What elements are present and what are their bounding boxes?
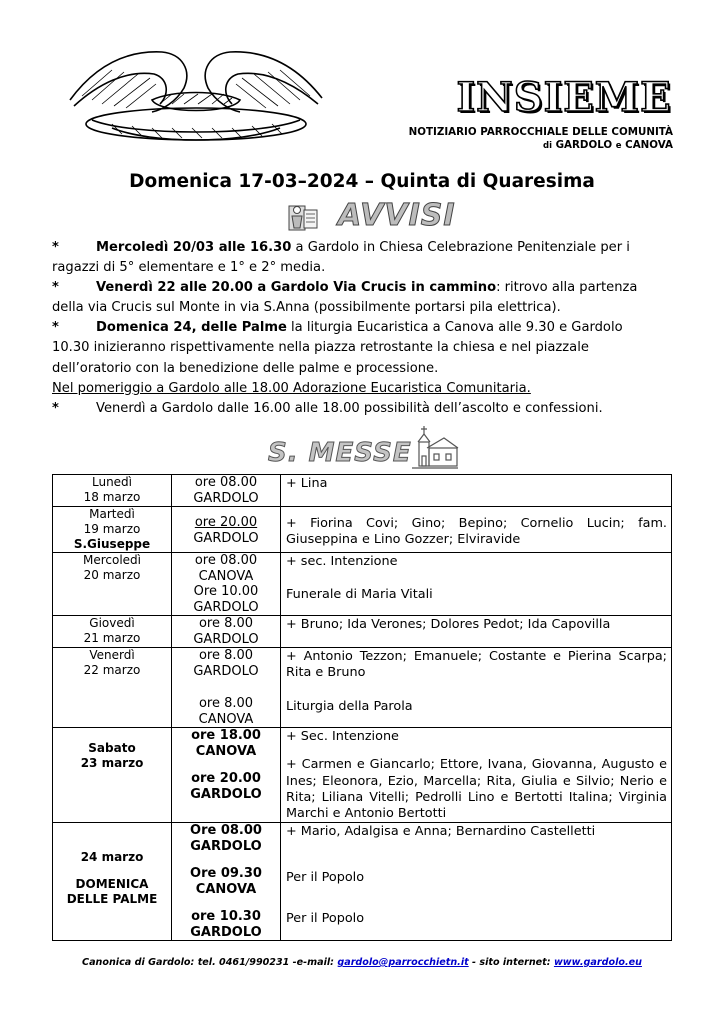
table-row: [53, 553, 672, 616]
footer-contacts: Canonica di Gardolo: tel. 0461/990231 -e-mail: gardolo@parrocchietn.it - sito internet: www.gardolo.eu: [82, 957, 642, 968]
time-cell: ore 08.00 GARDOLO: [172, 475, 281, 507]
notice-item: * Venerdì a Gardolo dalle 16.00 alle 18.00 possibilità dell’ascolto e confessioni.: [52, 400, 603, 416]
time-cell: ore 20.00 GARDOLO: [172, 507, 281, 553]
time-cell: ore 18.00 CANOVA ore 20.00 GARDOLO: [172, 728, 281, 823]
intention-cell: + Antonio Tezzon; Emanuele; Costante e Pierina Scarpa; Rita e Bruno Liturgia della Parola: [281, 648, 672, 728]
mass-schedule-table: [52, 474, 672, 941]
newsletter-subtitle: NOTIZIARIO PARROCCHIALE DELLE COMUNITÀ: [408, 126, 673, 138]
notice-item: * Mercoledì 20/03 alle 16.30 a Gardolo in Chiesa Celebrazione Penitenziale per i ragazzi di 5° elementare e 1° e 2° media.: [52, 240, 630, 276]
time-cell: ore 8.00 GARDOLO ore 8.00 CANOVA: [172, 648, 281, 728]
day-cell: Sabato 23 marzo: [53, 728, 172, 823]
intention-cell: + Sec. Intenzione + Carmen e Giancarlo; Ettore, Ivana, Giovanna, Augusto e Ines; Eleonora, Ezio, Marcella; Rita, Giulia e Silvio; Nerio e Rita; Liliana Vitelli; Pedrolli Lino e Bertotti Italina; Virginia Marchi e Antonio Bertotti: [281, 728, 672, 823]
church-icon: [410, 424, 460, 470]
newsletter-communities: di GARDOLO e CANOVA: [542, 139, 673, 151]
time-cell: Ore 08.00 GARDOLO Ore 09.30 CANOVA ore 10.30 GARDOLO: [172, 823, 281, 941]
notice-item: * Venerdì 22 alle 20.00 a Gardolo Via Crucis in cammino: ritrovo alla partenza della via Crucis sul Monte in via S.Anna (possibilmente portarsi pila elettrica).: [52, 280, 638, 316]
hands-illustration: [52, 40, 340, 152]
day-cell: Martedì 19 marzo S.Giuseppe: [53, 507, 172, 553]
intention-cell: + Fiorina Covi; Gino; Bepino; Cornelio Lucin; fam. Giuseppina e Lino Gozzer; Elviravide: [281, 507, 672, 553]
website-link[interactable]: www.gardolo.eu: [553, 957, 642, 968]
messe-banner: [268, 424, 468, 472]
table-row: [53, 823, 672, 941]
day-cell: Venerdì 22 marzo: [53, 648, 172, 728]
table-row: [53, 616, 672, 648]
notices-list: [52, 238, 662, 419]
day-cell: 24 marzo DOMENICA DELLE PALME: [53, 823, 172, 941]
intention-cell: + Mario, Adalgisa e Anna; Bernardino Castelletti Per il Popolo Per il Popolo: [281, 823, 672, 941]
day-cell: Lunedì 18 marzo: [53, 475, 172, 507]
day-cell: Mercoledì 20 marzo: [53, 553, 172, 616]
time-cell: ore 8.00 GARDOLO: [172, 616, 281, 648]
avvisi-heading: AVVISI: [338, 198, 456, 233]
table-row: [53, 648, 672, 728]
day-cell: Giovedì 21 marzo: [53, 616, 172, 648]
intention-cell: + sec. Intenzione Funerale di Maria Vitali: [281, 553, 672, 616]
table-row: [53, 475, 672, 507]
notice-underlined: Nel pomeriggio a Gardolo alle 18.00 Adorazione Eucaristica Comunitaria.: [52, 380, 531, 396]
newsletter-title: INSIEME: [456, 74, 672, 121]
email-link[interactable]: gardolo@parrocchietn.it: [337, 957, 469, 968]
notice-person-icon: [286, 200, 320, 234]
time-cell: ore 08.00 CANOVA Ore 10.00 GARDOLO: [172, 553, 281, 616]
intention-cell: + Lina: [281, 475, 672, 507]
page-title: Domenica 17-03–2024 – Quinta di Quaresima: [129, 171, 595, 192]
avvisi-banner: [286, 198, 456, 238]
notice-item: * Domenica 24, delle Palme la liturgia Eucaristica a Canova alle 9.30 e Gardolo 10.30 inizieranno rispettivamente nella piazza retrostante la chiesa e nel piazzale dell’oratorio con la benedizione delle palme e processione.: [52, 320, 623, 376]
masthead: [340, 74, 673, 151]
intention-cell: + Bruno; Ida Verones; Dolores Pedot; Ida Capovilla: [281, 616, 672, 648]
messe-heading: S. MESSE: [268, 438, 412, 468]
table-row: [53, 728, 672, 823]
table-row: [53, 507, 672, 553]
